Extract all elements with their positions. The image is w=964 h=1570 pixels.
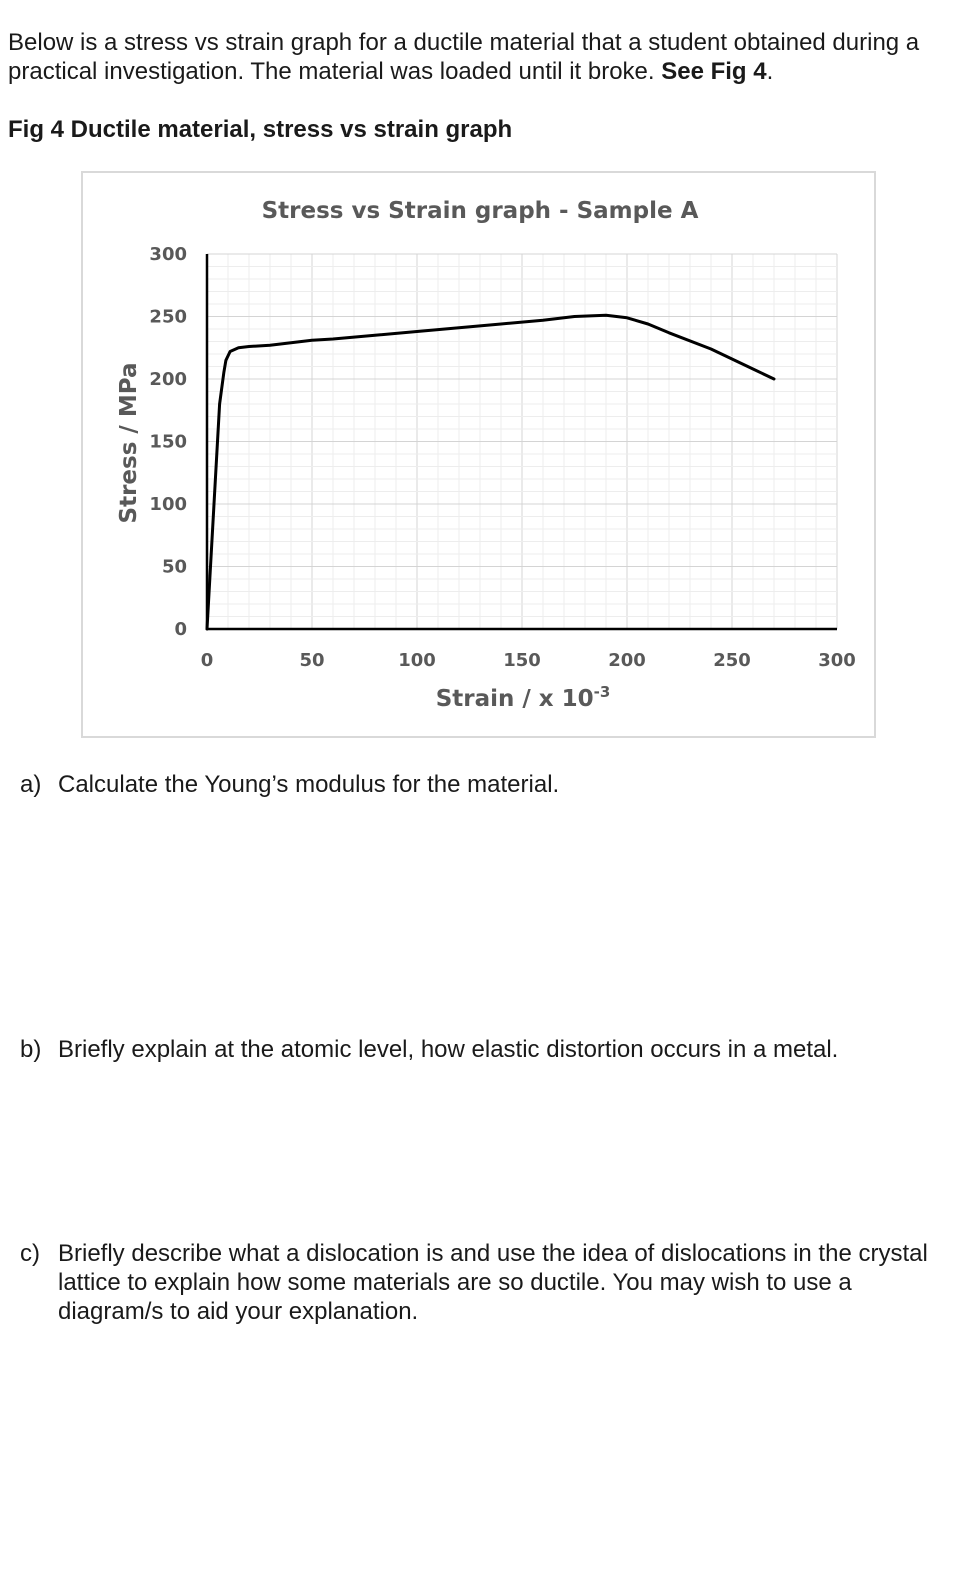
chart-grid <box>207 254 837 629</box>
series-line <box>207 315 774 629</box>
x-tick-label: 300 <box>818 650 856 671</box>
y-tick-label: 50 <box>161 556 187 578</box>
question-b-text: Briefly explain at the atomic level, how elastic distortion occurs in a metal. <box>58 1036 839 1063</box>
question-c-label: c) <box>20 1240 40 1267</box>
y-tick-label: 0 <box>174 619 187 640</box>
x-axis-label <box>436 683 611 712</box>
y-tick-label: 250 <box>149 306 187 328</box>
intro-see-fig: See Fig 4 <box>661 58 767 85</box>
y-tick-label: 150 <box>149 431 187 453</box>
intro-text: Below is a stress vs strain graph for a ductile material that a student obtained during a practical investigation. The material was loaded until it broke. <box>8 29 920 85</box>
x-tick-label: 100 <box>398 650 436 671</box>
question-b-label: b) <box>20 1036 42 1063</box>
y-axis-label: Stress / MPa <box>116 362 142 524</box>
figure-caption: Fig 4 Ductile material, stress vs strain graph <box>8 116 513 143</box>
y-tick-label: 300 <box>149 244 187 265</box>
x-axis-label-exponent: -3 <box>593 683 611 701</box>
question-a-text: Calculate the Young’s modulus for the material. <box>58 771 560 798</box>
question-a-label: a) <box>20 771 42 798</box>
x-tick-label: 200 <box>608 650 646 671</box>
x-axis-label-text: Strain / x 10 <box>435 686 594 712</box>
x-tick-label: 0 <box>200 650 214 671</box>
x-tick-label: 250 <box>713 650 751 671</box>
chart-title: Stress vs Strain graph - Sample A <box>261 198 699 224</box>
intro-end: . <box>766 58 774 85</box>
stress-strain-chart <box>83 173 878 740</box>
chart-frame <box>81 171 876 738</box>
question-c-text: Briefly describe what a dislocation is and use the idea of dislocations in the crystal lattice to explain how some materials are so ductile. You may wish to use a diagram/s to aid your explanation. <box>58 1240 928 1325</box>
x-tick-label: 150 <box>503 650 541 671</box>
chart-ticks <box>149 244 855 671</box>
intro-paragraph <box>8 28 948 86</box>
y-tick-label: 100 <box>149 494 187 515</box>
chart-series <box>207 315 774 629</box>
x-tick-label: 50 <box>299 650 325 671</box>
y-tick-label: 200 <box>149 369 187 390</box>
